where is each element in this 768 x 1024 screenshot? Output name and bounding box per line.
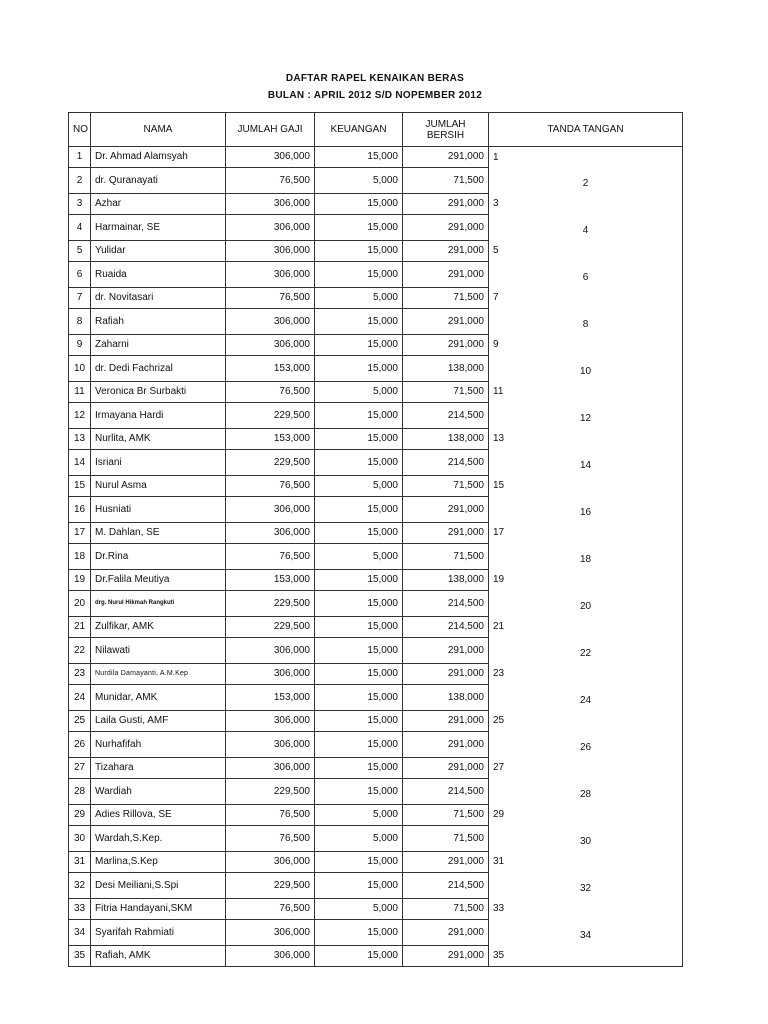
row-no: 3 — [69, 194, 91, 215]
row-tanda-tangan: 23 — [489, 664, 683, 685]
row-nama: Husniati — [91, 496, 226, 523]
row-nama: Azhar — [91, 194, 226, 215]
row-nama: Desi Meiliani,S.Spi — [91, 872, 226, 899]
row-nama: Marlina,S.Kep — [91, 852, 226, 873]
table-row — [69, 476, 683, 497]
table-row — [69, 261, 683, 288]
row-jumlah-gaji: 306,000 — [226, 214, 315, 241]
document-title: DAFTAR RAPEL KENAIKAN BERAS — [285, 73, 465, 84]
row-jumlah-bersih: 291,000 — [403, 335, 489, 356]
row-nama: Zaharni — [91, 335, 226, 356]
row-jumlah-gaji: 306,000 — [226, 731, 315, 758]
row-keuangan: 5,000 — [315, 805, 403, 826]
row-tanda-tangan: 5 — [489, 241, 683, 262]
row-keuangan: 15,000 — [315, 731, 403, 758]
row-tanda-tangan: 8 — [489, 308, 683, 335]
table-row — [69, 449, 683, 476]
row-jumlah-gaji: 229,500 — [226, 449, 315, 476]
row-tanda-tangan: 19 — [489, 570, 683, 591]
row-tanda-tangan: 15 — [489, 476, 683, 497]
row-jumlah-bersih: 71,500 — [403, 825, 489, 852]
header-nama: NAMA — [91, 113, 226, 147]
row-jumlah-gaji: 229,500 — [226, 402, 315, 429]
row-keuangan: 15,000 — [315, 241, 403, 262]
row-keuangan: 15,000 — [315, 214, 403, 241]
row-jumlah-bersih: 138,000 — [403, 570, 489, 591]
row-tanda-tangan: 20 — [489, 590, 683, 617]
row-tanda-tangan: 17 — [489, 523, 683, 544]
row-no: 21 — [69, 617, 91, 638]
row-jumlah-bersih: 214,500 — [403, 449, 489, 476]
row-keuangan: 15,000 — [315, 449, 403, 476]
row-jumlah-bersih: 291,000 — [403, 523, 489, 544]
row-keuangan: 15,000 — [315, 711, 403, 732]
row-tanda-tangan: 32 — [489, 872, 683, 899]
header-keuangan: KEUANGAN — [315, 113, 403, 147]
row-tanda-tangan: 27 — [489, 758, 683, 779]
row-jumlah-gaji: 306,000 — [226, 919, 315, 946]
row-jumlah-gaji: 76,500 — [226, 825, 315, 852]
table-row — [69, 711, 683, 732]
row-no: 24 — [69, 684, 91, 711]
table-row — [69, 382, 683, 403]
row-no: 11 — [69, 382, 91, 403]
row-no: 29 — [69, 805, 91, 826]
row-jumlah-gaji: 306,000 — [226, 335, 315, 356]
row-nama: Wardah,S.Kep. — [91, 825, 226, 852]
row-jumlah-gaji: 153,000 — [226, 684, 315, 711]
row-jumlah-bersih: 291,000 — [403, 496, 489, 523]
row-nama: Laila Gusti, AMF — [91, 711, 226, 732]
row-no: 13 — [69, 429, 91, 450]
row-tanda-tangan: 14 — [489, 449, 683, 476]
row-jumlah-bersih: 214,500 — [403, 402, 489, 429]
row-jumlah-bersih: 71,500 — [403, 805, 489, 826]
row-jumlah-gaji: 306,000 — [226, 261, 315, 288]
row-jumlah-bersih: 138,000 — [403, 429, 489, 450]
row-tanda-tangan: 6 — [489, 261, 683, 288]
row-no: 35 — [69, 946, 91, 967]
row-jumlah-gaji: 306,000 — [226, 711, 315, 732]
row-jumlah-bersih: 214,500 — [403, 617, 489, 638]
row-no: 28 — [69, 778, 91, 805]
table-row — [69, 429, 683, 450]
row-keuangan: 15,000 — [315, 570, 403, 591]
row-keuangan: 5,000 — [315, 825, 403, 852]
row-jumlah-bersih: 71,500 — [403, 167, 489, 194]
row-nama: Nilawati — [91, 637, 226, 664]
row-tanda-tangan: 22 — [489, 637, 683, 664]
row-no: 10 — [69, 355, 91, 382]
row-tanda-tangan: 34 — [489, 919, 683, 946]
row-tanda-tangan: 16 — [489, 496, 683, 523]
row-jumlah-gaji: 306,000 — [226, 241, 315, 262]
row-tanda-tangan: 29 — [489, 805, 683, 826]
row-tanda-tangan: 9 — [489, 335, 683, 356]
table-row — [69, 664, 683, 685]
row-nama: Yulidar — [91, 241, 226, 262]
row-jumlah-bersih: 71,500 — [403, 476, 489, 497]
table-row — [69, 617, 683, 638]
row-jumlah-bersih: 71,500 — [403, 543, 489, 570]
row-keuangan: 15,000 — [315, 590, 403, 617]
row-jumlah-gaji: 229,500 — [226, 590, 315, 617]
row-keuangan: 15,000 — [315, 664, 403, 685]
row-keuangan: 15,000 — [315, 617, 403, 638]
row-keuangan: 5,000 — [315, 899, 403, 920]
table-row — [69, 496, 683, 523]
row-keuangan: 15,000 — [315, 684, 403, 711]
header-jumlah-bersih-line2: BERSIH — [426, 129, 465, 141]
row-no: 20 — [69, 590, 91, 617]
row-keuangan: 15,000 — [315, 335, 403, 356]
table-row — [69, 899, 683, 920]
row-nama: Nurlita, AMK — [91, 429, 226, 450]
row-jumlah-gaji: 76,500 — [226, 476, 315, 497]
table-row — [69, 543, 683, 570]
row-jumlah-bersih: 138,000 — [403, 355, 489, 382]
row-keuangan: 15,000 — [315, 402, 403, 429]
row-tanda-tangan: 28 — [489, 778, 683, 805]
row-nama: Veronica Br Surbakti — [91, 382, 226, 403]
row-tanda-tangan: 12 — [489, 402, 683, 429]
row-no: 25 — [69, 711, 91, 732]
row-jumlah-gaji: 76,500 — [226, 899, 315, 920]
table-row — [69, 241, 683, 262]
row-keuangan: 15,000 — [315, 429, 403, 450]
row-jumlah-bersih: 214,500 — [403, 778, 489, 805]
row-keuangan: 15,000 — [315, 946, 403, 967]
row-jumlah-gaji: 306,000 — [226, 523, 315, 544]
table-row — [69, 919, 683, 946]
row-jumlah-gaji: 229,500 — [226, 617, 315, 638]
table-row — [69, 852, 683, 873]
table-header-row — [69, 113, 683, 147]
row-keuangan: 5,000 — [315, 382, 403, 403]
row-no: 14 — [69, 449, 91, 476]
table-row — [69, 805, 683, 826]
row-no: 5 — [69, 241, 91, 262]
row-keuangan: 15,000 — [315, 147, 403, 168]
row-tanda-tangan: 24 — [489, 684, 683, 711]
row-tanda-tangan: 25 — [489, 711, 683, 732]
row-tanda-tangan: 3 — [489, 194, 683, 215]
row-jumlah-gaji: 306,000 — [226, 852, 315, 873]
row-no: 4 — [69, 214, 91, 241]
row-nama: Fitria Handayani,SKM — [91, 899, 226, 920]
row-no: 17 — [69, 523, 91, 544]
row-jumlah-bersih: 291,000 — [403, 214, 489, 241]
table-row — [69, 167, 683, 194]
row-tanda-tangan: 1 — [489, 147, 683, 168]
row-nama: Nurul Asma — [91, 476, 226, 497]
row-jumlah-bersih: 291,000 — [403, 261, 489, 288]
row-no: 2 — [69, 167, 91, 194]
row-jumlah-bersih: 71,500 — [403, 288, 489, 309]
row-tanda-tangan: 33 — [489, 899, 683, 920]
row-nama: Nurhafifah — [91, 731, 226, 758]
row-jumlah-gaji: 306,000 — [226, 946, 315, 967]
row-jumlah-gaji: 76,500 — [226, 543, 315, 570]
row-nama: M. Dahlan, SE — [91, 523, 226, 544]
row-jumlah-bersih: 71,500 — [403, 899, 489, 920]
table-row — [69, 684, 683, 711]
row-keuangan: 15,000 — [315, 496, 403, 523]
row-jumlah-gaji: 153,000 — [226, 429, 315, 450]
row-jumlah-gaji: 76,500 — [226, 167, 315, 194]
row-no: 33 — [69, 899, 91, 920]
row-nama: Irmayana Hardi — [91, 402, 226, 429]
row-jumlah-gaji: 306,000 — [226, 496, 315, 523]
row-jumlah-bersih: 214,500 — [403, 590, 489, 617]
row-tanda-tangan: 18 — [489, 543, 683, 570]
row-jumlah-bersih: 291,000 — [403, 664, 489, 685]
row-keuangan: 15,000 — [315, 261, 403, 288]
table-row — [69, 288, 683, 309]
table-row — [69, 825, 683, 852]
row-nama: Dr.Falila Meutiya — [91, 570, 226, 591]
row-tanda-tangan: 10 — [489, 355, 683, 382]
row-jumlah-gaji: 153,000 — [226, 570, 315, 591]
row-nama: Nurdila Damayanti, A.M.Kep — [91, 664, 226, 685]
row-keuangan: 15,000 — [315, 355, 403, 382]
row-keuangan: 5,000 — [315, 543, 403, 570]
row-nama: Syarifah Rahmiati — [91, 919, 226, 946]
row-no: 1 — [69, 147, 91, 168]
row-tanda-tangan: 31 — [489, 852, 683, 873]
row-no: 34 — [69, 919, 91, 946]
row-nama: dr. Novitasari — [91, 288, 226, 309]
row-jumlah-bersih: 138,000 — [403, 684, 489, 711]
row-keuangan: 15,000 — [315, 778, 403, 805]
row-keuangan: 15,000 — [315, 852, 403, 873]
row-no: 18 — [69, 543, 91, 570]
row-jumlah-bersih: 291,000 — [403, 241, 489, 262]
row-tanda-tangan: 35 — [489, 946, 683, 967]
row-no: 12 — [69, 402, 91, 429]
row-nama: Ruaida — [91, 261, 226, 288]
row-no: 22 — [69, 637, 91, 664]
table-row — [69, 590, 683, 617]
row-tanda-tangan: 30 — [489, 825, 683, 852]
row-jumlah-bersih: 291,000 — [403, 194, 489, 215]
row-jumlah-bersih: 214,500 — [403, 872, 489, 899]
row-jumlah-bersih: 291,000 — [403, 308, 489, 335]
row-nama: Zulfikar, AMK — [91, 617, 226, 638]
table-row — [69, 335, 683, 356]
row-jumlah-gaji: 76,500 — [226, 288, 315, 309]
row-nama: Harmainar, SE — [91, 214, 226, 241]
table-row — [69, 570, 683, 591]
row-keuangan: 15,000 — [315, 308, 403, 335]
row-tanda-tangan: 26 — [489, 731, 683, 758]
row-tanda-tangan: 4 — [489, 214, 683, 241]
table-row — [69, 402, 683, 429]
row-jumlah-gaji: 76,500 — [226, 805, 315, 826]
row-jumlah-gaji: 229,500 — [226, 778, 315, 805]
table-body — [69, 147, 683, 967]
header-jumlah-bersih — [403, 113, 489, 147]
row-no: 8 — [69, 308, 91, 335]
row-keuangan: 15,000 — [315, 758, 403, 779]
row-no: 31 — [69, 852, 91, 873]
table-row — [69, 147, 683, 168]
table-row — [69, 194, 683, 215]
row-jumlah-gaji: 306,000 — [226, 147, 315, 168]
row-nama: Dr.Rina — [91, 543, 226, 570]
payroll-table — [68, 112, 683, 967]
row-nama: Wardiah — [91, 778, 226, 805]
row-keuangan: 5,000 — [315, 167, 403, 194]
row-jumlah-bersih: 291,000 — [403, 758, 489, 779]
row-jumlah-gaji: 306,000 — [226, 637, 315, 664]
row-keuangan: 15,000 — [315, 194, 403, 215]
row-jumlah-gaji: 306,000 — [226, 194, 315, 215]
row-jumlah-bersih: 291,000 — [403, 919, 489, 946]
table-row — [69, 758, 683, 779]
row-no: 27 — [69, 758, 91, 779]
row-jumlah-bersih: 291,000 — [403, 711, 489, 732]
row-nama: Rafiah — [91, 308, 226, 335]
table-row — [69, 731, 683, 758]
row-no: 7 — [69, 288, 91, 309]
header-tanda-tangan: TANDA TANGAN — [489, 113, 683, 147]
row-jumlah-gaji: 76,500 — [226, 382, 315, 403]
row-tanda-tangan: 2 — [489, 167, 683, 194]
header-jumlah-bersih-line1: JUMLAH — [425, 118, 466, 130]
row-tanda-tangan: 11 — [489, 382, 683, 403]
row-jumlah-bersih: 291,000 — [403, 731, 489, 758]
row-no: 19 — [69, 570, 91, 591]
table-row — [69, 214, 683, 241]
table-row — [69, 308, 683, 335]
row-tanda-tangan: 13 — [489, 429, 683, 450]
table-row — [69, 523, 683, 544]
row-keuangan: 5,000 — [315, 476, 403, 497]
row-keuangan: 15,000 — [315, 523, 403, 544]
row-jumlah-gaji: 306,000 — [226, 308, 315, 335]
row-nama: Dr. Ahmad Alamsyah — [91, 147, 226, 168]
row-keuangan: 15,000 — [315, 872, 403, 899]
row-no: 9 — [69, 335, 91, 356]
table-row — [69, 946, 683, 967]
row-no: 6 — [69, 261, 91, 288]
header-no: NO — [69, 113, 91, 147]
row-nama: Isriani — [91, 449, 226, 476]
table-row — [69, 778, 683, 805]
table-row — [69, 872, 683, 899]
table-row — [69, 637, 683, 664]
row-nama: Adies Rillova, SE — [91, 805, 226, 826]
row-keuangan: 15,000 — [315, 637, 403, 664]
row-jumlah-gaji: 153,000 — [226, 355, 315, 382]
row-no: 16 — [69, 496, 91, 523]
row-tanda-tangan: 21 — [489, 617, 683, 638]
row-nama: Rafiah, AMK — [91, 946, 226, 967]
row-jumlah-gaji: 306,000 — [226, 664, 315, 685]
row-jumlah-bersih: 291,000 — [403, 852, 489, 873]
row-jumlah-bersih: 71,500 — [403, 382, 489, 403]
table-row — [69, 355, 683, 382]
row-no: 23 — [69, 664, 91, 685]
document-subtitle: BULAN : APRIL 2012 S/D NOPEMBER 2012 — [267, 90, 483, 101]
row-keuangan: 5,000 — [315, 288, 403, 309]
row-jumlah-bersih: 291,000 — [403, 946, 489, 967]
row-jumlah-bersih: 291,000 — [403, 147, 489, 168]
row-nama: Munidar, AMK — [91, 684, 226, 711]
row-jumlah-gaji: 306,000 — [226, 758, 315, 779]
row-no: 26 — [69, 731, 91, 758]
header-jumlah-gaji: JUMLAH GAJI — [226, 113, 315, 147]
row-tanda-tangan: 7 — [489, 288, 683, 309]
row-no: 15 — [69, 476, 91, 497]
row-nama: dr. Dedi Fachrizal — [91, 355, 226, 382]
row-nama: dr. Quranayati — [91, 167, 226, 194]
row-nama: Tizahara — [91, 758, 226, 779]
row-nama: drg. Nurul Hikmah Rangkuti — [91, 590, 226, 617]
row-no: 32 — [69, 872, 91, 899]
row-no: 30 — [69, 825, 91, 852]
row-jumlah-bersih: 291,000 — [403, 637, 489, 664]
row-jumlah-gaji: 229,500 — [226, 872, 315, 899]
row-keuangan: 15,000 — [315, 919, 403, 946]
